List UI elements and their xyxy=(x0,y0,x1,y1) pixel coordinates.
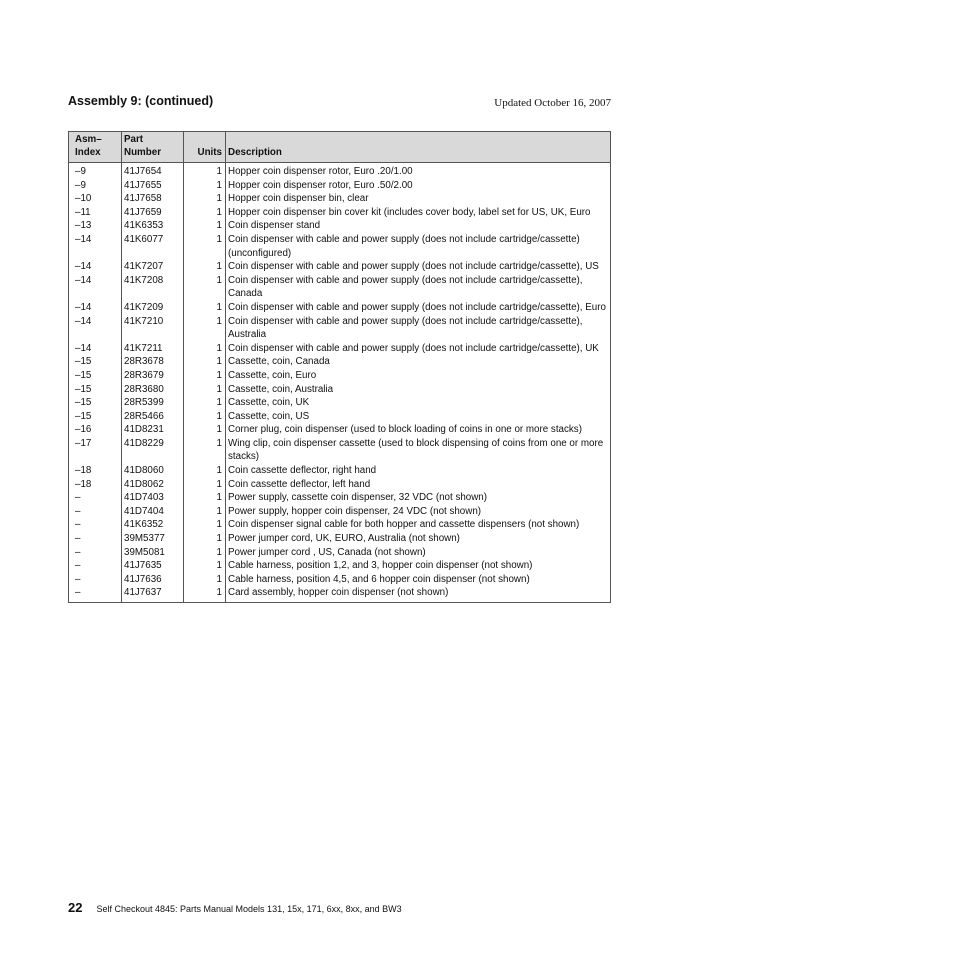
col-header-asm-index: Asm– Index xyxy=(69,132,122,163)
cell-asm-index: –18 xyxy=(75,465,92,477)
table-header-row xyxy=(69,132,611,163)
table-row xyxy=(69,192,611,206)
cell-asm-index: –14 xyxy=(75,261,92,273)
cell-description: Power jumper cord , US, Canada (not shown) xyxy=(226,546,611,560)
table-row xyxy=(69,573,611,587)
table-row xyxy=(69,478,611,492)
cell-part-number: 28R3679 xyxy=(122,369,184,383)
cell-description: Coin dispenser stand xyxy=(226,219,611,233)
cell-asm-index: –14 xyxy=(75,342,92,354)
cell-asm-index: –14 xyxy=(75,274,92,286)
cell-units: 1 xyxy=(184,192,226,206)
table-row xyxy=(69,437,611,464)
cell-description: Cable harness, position 1,2, and 3, hopper coin dispenser (not shown) xyxy=(226,559,611,573)
cell-part-number: 41K6352 xyxy=(122,518,184,532)
cell-units: 1 xyxy=(184,518,226,532)
cell-description: Coin dispenser with cable and power supply (does not include cartridge/cassette), Euro xyxy=(226,301,611,315)
cell-description: Coin dispenser with cable and power supply (does not include cartridge/cassette), UK xyxy=(226,342,611,356)
cell-asm-index: – xyxy=(75,573,81,585)
table-row xyxy=(69,586,611,602)
cell-description: Wing clip, coin dispenser cassette (used to block dispensing of coins from one or more stacks) xyxy=(226,437,611,464)
cell-asm-index: – xyxy=(75,587,81,599)
cell-asm-index: – xyxy=(75,492,81,504)
cell-description: Coin dispenser with cable and power supply (does not include cartridge/cassette), US xyxy=(226,260,611,274)
cell-units: 1 xyxy=(184,163,226,179)
cell-part-number: 41K7210 xyxy=(122,315,184,342)
cell-part-number: 28R5399 xyxy=(122,396,184,410)
cell-units: 1 xyxy=(184,586,226,602)
cell-part-number: 39M5377 xyxy=(122,532,184,546)
table-row xyxy=(69,342,611,356)
cell-units: 1 xyxy=(184,219,226,233)
cell-part-number: 39M5081 xyxy=(122,546,184,560)
cell-part-number: 41K7207 xyxy=(122,260,184,274)
cell-units: 1 xyxy=(184,179,226,193)
table-row xyxy=(69,518,611,532)
cell-part-number: 28R3678 xyxy=(122,355,184,369)
cell-asm-index: –11 xyxy=(75,206,91,218)
updated-date: Updated October 16, 2007 xyxy=(494,97,611,109)
cell-description: Power supply, cassette coin dispenser, 32 VDC (not shown) xyxy=(226,491,611,505)
cell-asm-index: – xyxy=(75,560,81,572)
cell-part-number: 41K7211 xyxy=(122,342,184,356)
cell-part-number: 41D7403 xyxy=(122,491,184,505)
cell-description: Coin dispenser with cable and power supply (does not include cartridge/cassette), Australia xyxy=(226,315,611,342)
cell-asm-index: –13 xyxy=(75,220,92,232)
cell-part-number: 41J7658 xyxy=(122,192,184,206)
cell-description: Card assembly, hopper coin dispenser (not shown) xyxy=(226,586,611,602)
cell-units: 1 xyxy=(184,410,226,424)
table-row xyxy=(69,546,611,560)
cell-part-number: 41K6077 xyxy=(122,233,184,260)
cell-units: 1 xyxy=(184,355,226,369)
cell-asm-index: –15 xyxy=(75,383,92,395)
cell-asm-index: –18 xyxy=(75,478,92,490)
col-header-units: Units xyxy=(184,132,226,163)
section-title: Assembly 9: (continued) xyxy=(68,94,214,108)
cell-asm-index: –15 xyxy=(75,397,92,409)
table-row xyxy=(69,423,611,437)
cell-description: Coin cassette deflector, right hand xyxy=(226,464,611,478)
cell-units: 1 xyxy=(184,233,226,260)
parts-table xyxy=(68,131,611,603)
cell-units: 1 xyxy=(184,505,226,519)
table-row xyxy=(69,383,611,397)
table-row xyxy=(69,315,611,342)
table-row xyxy=(69,206,611,220)
cell-units: 1 xyxy=(184,206,226,220)
cell-units: 1 xyxy=(184,301,226,315)
cell-units: 1 xyxy=(184,478,226,492)
cell-units: 1 xyxy=(184,369,226,383)
table-row xyxy=(69,369,611,383)
cell-units: 1 xyxy=(184,491,226,505)
cell-asm-index: –16 xyxy=(75,424,92,436)
table-row xyxy=(69,396,611,410)
cell-description: Hopper coin dispenser rotor, Euro .20/1.00 xyxy=(226,163,611,179)
col-header-description: Description xyxy=(226,132,611,163)
cell-description: Cassette, coin, US xyxy=(226,410,611,424)
cell-units: 1 xyxy=(184,573,226,587)
table-row xyxy=(69,274,611,301)
cell-part-number: 41D8060 xyxy=(122,464,184,478)
table-row xyxy=(69,219,611,233)
table-row xyxy=(69,260,611,274)
table-row xyxy=(69,179,611,193)
cell-units: 1 xyxy=(184,342,226,356)
col-header-part-number: Part Number xyxy=(122,132,184,163)
page-footer xyxy=(68,900,402,915)
cell-units: 1 xyxy=(184,423,226,437)
cell-asm-index: –9 xyxy=(75,179,86,191)
table-row xyxy=(69,301,611,315)
cell-asm-index: –15 xyxy=(75,356,92,368)
table-row xyxy=(69,410,611,424)
cell-part-number: 41K7208 xyxy=(122,274,184,301)
footer-text: Self Checkout 4845: Parts Manual Models 131, 15x, 171, 6xx, 8xx, and BW3 xyxy=(96,904,402,914)
cell-part-number: 41K6353 xyxy=(122,219,184,233)
cell-part-number: 41D8229 xyxy=(122,437,184,464)
cell-units: 1 xyxy=(184,546,226,560)
table-row xyxy=(69,355,611,369)
table-row xyxy=(69,505,611,519)
cell-part-number: 41J7655 xyxy=(122,179,184,193)
cell-part-number: 41D8062 xyxy=(122,478,184,492)
cell-part-number: 41D7404 xyxy=(122,505,184,519)
cell-description: Corner plug, coin dispenser (used to block loading of coins in one or more stacks) xyxy=(226,423,611,437)
cell-description: Hopper coin dispenser bin, clear xyxy=(226,192,611,206)
cell-part-number: 41D8231 xyxy=(122,423,184,437)
cell-units: 1 xyxy=(184,315,226,342)
cell-part-number: 41J7637 xyxy=(122,586,184,602)
cell-units: 1 xyxy=(184,532,226,546)
cell-asm-index: –15 xyxy=(75,410,92,422)
cell-units: 1 xyxy=(184,383,226,397)
table-row xyxy=(69,559,611,573)
page-number: 22 xyxy=(68,900,83,915)
cell-description: Cable harness, position 4,5, and 6 hopper coin dispenser (not shown) xyxy=(226,573,611,587)
cell-units: 1 xyxy=(184,396,226,410)
table-body xyxy=(69,163,611,603)
table-row xyxy=(69,532,611,546)
cell-units: 1 xyxy=(184,274,226,301)
cell-part-number: 28R5466 xyxy=(122,410,184,424)
cell-description: Cassette, coin, Canada xyxy=(226,355,611,369)
cell-asm-index: –15 xyxy=(75,369,92,381)
cell-description: Coin dispenser with cable and power supply (does not include cartridge/cassette), Canada xyxy=(226,274,611,301)
cell-asm-index: – xyxy=(75,505,81,517)
cell-part-number: 41J7636 xyxy=(122,573,184,587)
cell-asm-index: –14 xyxy=(75,315,92,327)
cell-description: Power jumper cord, UK, EURO, Australia (not shown) xyxy=(226,532,611,546)
cell-description: Hopper coin dispenser bin cover kit (includes cover body, label set for US, UK, Euro xyxy=(226,206,611,220)
cell-asm-index: – xyxy=(75,519,81,531)
table-row xyxy=(69,233,611,260)
cell-units: 1 xyxy=(184,437,226,464)
cell-part-number: 41J7635 xyxy=(122,559,184,573)
cell-units: 1 xyxy=(184,559,226,573)
cell-description: Hopper coin dispenser rotor, Euro .50/2.00 xyxy=(226,179,611,193)
table-row xyxy=(69,491,611,505)
table-row xyxy=(69,464,611,478)
cell-description: Coin dispenser signal cable for both hopper and cassette dispensers (not shown) xyxy=(226,518,611,532)
cell-part-number: 28R3680 xyxy=(122,383,184,397)
cell-description: Power supply, hopper coin dispenser, 24 VDC (not shown) xyxy=(226,505,611,519)
cell-description: Cassette, coin, UK xyxy=(226,396,611,410)
cell-units: 1 xyxy=(184,464,226,478)
cell-description: Coin dispenser with cable and power supply (does not include cartridge/cassette) (unconfigured) xyxy=(226,233,611,260)
cell-asm-index: –9 xyxy=(75,166,86,177)
cell-asm-index: – xyxy=(75,546,81,558)
cell-description: Cassette, coin, Euro xyxy=(226,369,611,383)
cell-part-number: 41K7209 xyxy=(122,301,184,315)
cell-description: Cassette, coin, Australia xyxy=(226,383,611,397)
cell-units: 1 xyxy=(184,260,226,274)
cell-asm-index: –17 xyxy=(75,437,92,449)
cell-asm-index: – xyxy=(75,533,81,545)
cell-asm-index: –14 xyxy=(75,301,92,313)
cell-asm-index: –14 xyxy=(75,233,92,245)
table-row xyxy=(69,163,611,179)
cell-description: Coin cassette deflector, left hand xyxy=(226,478,611,492)
cell-asm-index: –10 xyxy=(75,193,92,205)
cell-part-number: 41J7654 xyxy=(122,163,184,179)
cell-part-number: 41J7659 xyxy=(122,206,184,220)
